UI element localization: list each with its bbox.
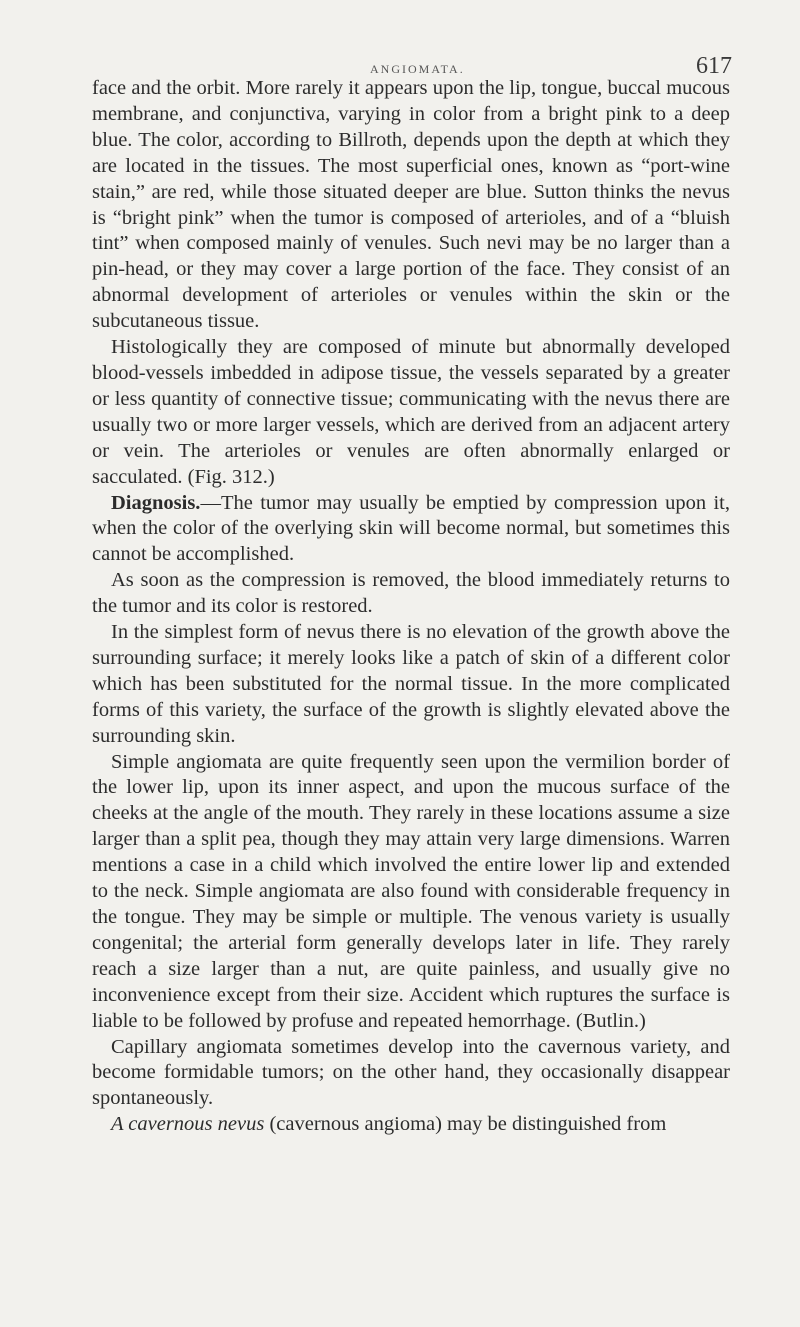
paragraph: face and the orbit. More rarely it appears upon the lip, tongue, buccal mucous membrane, and conjunctiva, varying in color from a bright pink to a deep blue. The color, according to Billroth, depends upon the depth at which they are located in the tissues. The most superficial ones, known as “port-wine stain,” are red, while those situated deeper are blue. Sutton thinks the nevus is “bright pink” when the tumor is composed of arterioles, and of a “bluish tint” when composed mainly of venules. Such nevi may be no larger than a pin-head, or they may cover a large portion of the face. They consist of an abnormal development of arterioles or venules within the skin or the subcutaneous tissue. — [92, 77, 730, 333]
paragraph-text: (cavernous angioma) may be distinguished from — [264, 1113, 667, 1136]
running-head: ANGIOMATA. — [370, 62, 465, 76]
section-heading: Diagnosis. — [111, 491, 201, 514]
paragraph — [92, 491, 730, 569]
paragraph: Capillary angiomata sometimes develop into the cavernous variety, and become formidable tumors; on the other hand, they occasionally disappear spontaneously. — [92, 1035, 730, 1110]
body-text — [92, 76, 730, 1138]
paragraph-text: —The tumor may usually be emptied by compression upon it, when the color of the overlying skin will become normal, but sometimes this cannot be accomplished. — [92, 491, 730, 566]
paragraph: Histologically they are composed of minute but abnormally developed blood-vessels imbedded in adipose tissue, the vessels separated by a greater or less quantity of connective tissue; communicating with the nevus there are usually two or more larger vessels, which are derived from an adjacent artery or vein. The arterioles or venules are often abnormally enlarged or sacculated. (Fig. 312.) — [92, 336, 730, 488]
paragraph: Simple angiomata are quite frequently seen upon the vermilion border of the lower lip, upon its inner aspect, and upon the mucous surface of the cheeks at the angle of the mouth. They rarely in these locations assume a size larger than a split pea, though they may attain very large dimensions. Warren mentions a case in a child which involved the entire lower lip and extended to the neck. Simple angiomata are also found with considerable frequency in the tongue. They may be simple or multiple. The venous variety is usually congenital; the arterial form generally develops later in life. They rarely reach a size larger than a nut, are quite painless, and usually give no inconvenience except from their size. Accident which ruptures the surface is liable to be followed by profuse and repeated hemorrhage. (Butlin.) — [92, 750, 730, 1032]
italic-lead: A cavernous nevus — [111, 1113, 265, 1136]
paragraph: In the simplest form of nevus there is no elevation of the growth above the surrounding surface; it merely looks like a patch of skin of a different color which has been substituted for the normal tissue. In the more complicated forms of this variety, the surface of the growth is slightly elevated above the surrounding skin. — [92, 621, 730, 747]
paragraph: As soon as the compression is removed, the blood immediately returns to the tumor and its color is restored. — [92, 569, 730, 618]
paragraph — [92, 1112, 730, 1138]
page-number: 617 — [696, 53, 732, 79]
